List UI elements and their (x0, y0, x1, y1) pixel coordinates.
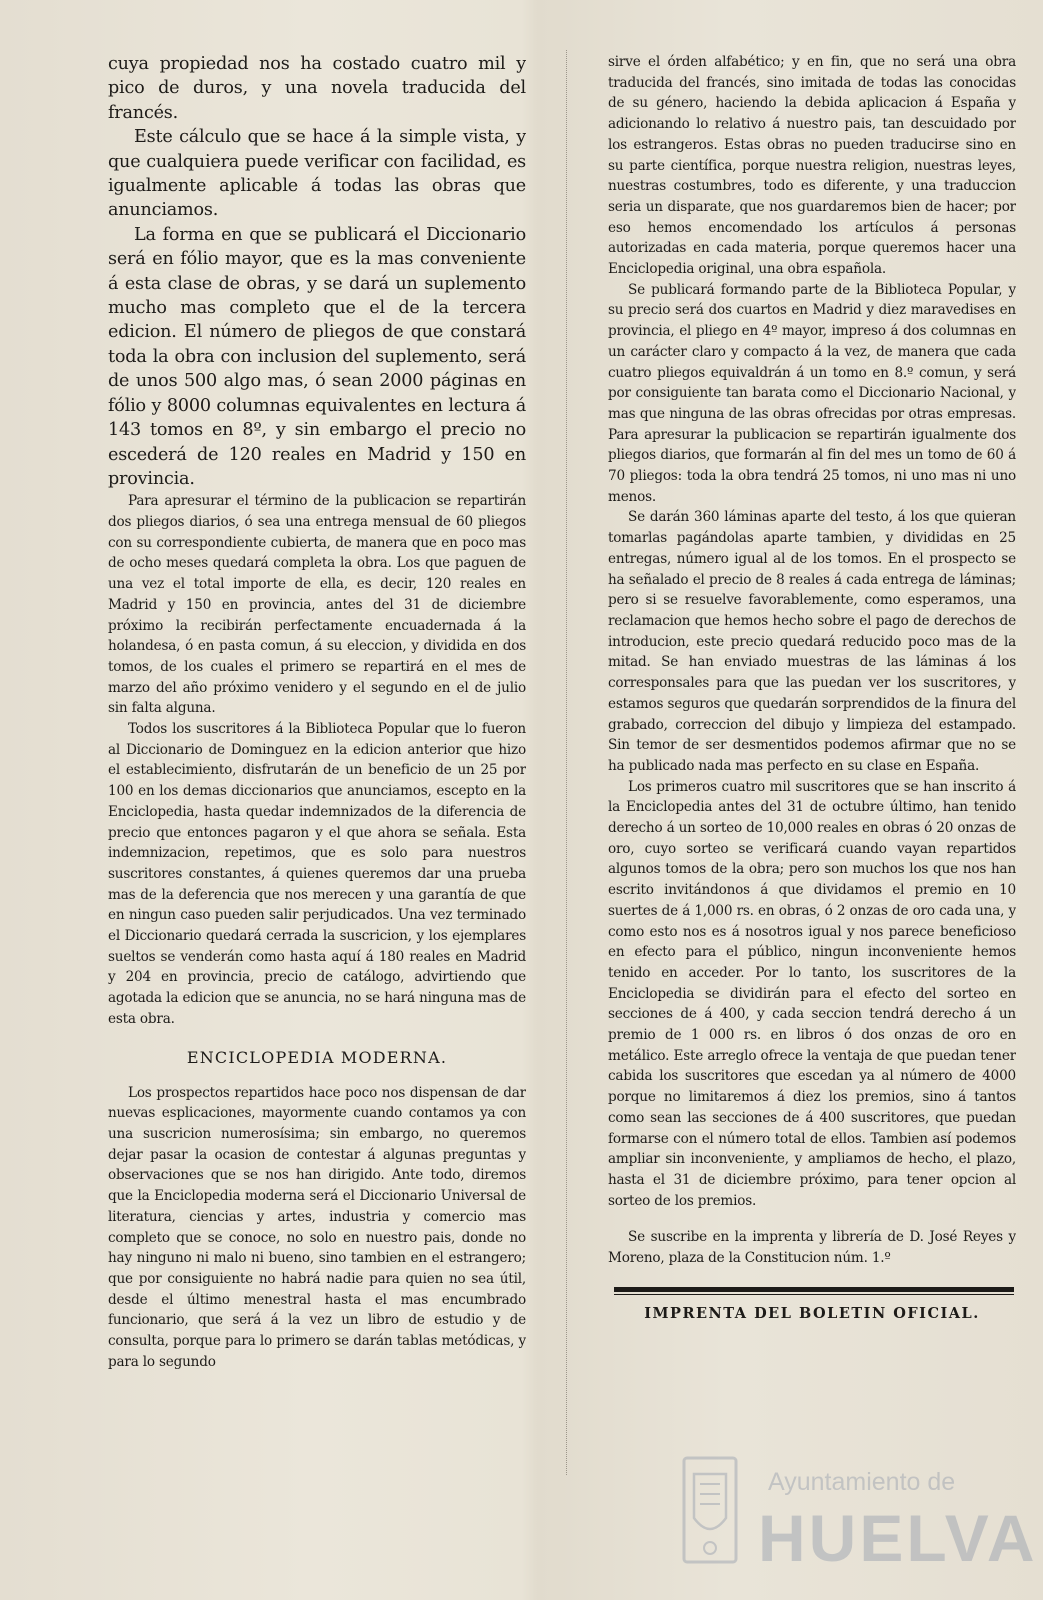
paragraph: Se darán 360 láminas aparte del testo, á los que quieran tomarlas pagándolas aparte tambien, y divididas en 25 entregas, número igual al de los tomos. En el prospecto se ha señalado el precio de 8 reales á cada entrega de láminas; pero si se resuelve favorablemente, como esperamos, una reclamacion que hemos hecho sobre el pago de derechos de introducion, este precio quedará reducido poco mas de la mitad. Se han enviado muestras de las láminas á los corresponsales para que las puedan ver los suscritores, y estamos seguros que quedarán sorprendidos de la finura del grabado, correccion del dibujo y limpieza del estampado. Sin temor de ser desmentidos podemos afirmar que no se ha publicado nada mas perfecto en su clase en España. (608, 509, 1016, 774)
large-text-block (108, 52, 526, 491)
watermark-line2: HUELVA (758, 1501, 1038, 1575)
paragraph: Los primeros cuatro mil suscritores que se han inscrito á la Enciclopedia antes del 31 de octubre último, han tenido derecho á un sorteo de 10,000 reales en obras ó 20 onzas de oro, cuyo sorteo se verificará cuando vayan repartidos algunos tomos de la obra; pero son muchos los que nos han escrito invitándonos á que dividamos el premio en 10 suertes de á 1,000 rs. en obras, ó 2 onzas de oro cada una, y como esto nos es á nosotros igual y nos parece beneficioso en efecto para el público, ningun inconveniente hemos tenido en acceder. Por lo tanto, los suscritores de la Enciclopedia se dividirán para el efecto del sorteo en secciones de á 400, y cada seccion tendrá derecho á un premio de 1 000 rs. en libros ó dos onzas de oro en metálico. Este arreglo ofrece la ventaja de que puedan tener cabida los suscritores que escedan ya al número de 4000 porque no limitaremos á diez los premios, sino á tantos como sean las secciones de á 400 suscritores, que puedan formarse con el número total de ellos. Tambien así podemos ampliar sin inconveniente, y ampliamos de hecho, el plazo, hasta el 31 de diciembre próximo, para tener opcion al sorteo de los premios. (608, 778, 1016, 1209)
small-text-block (108, 491, 526, 1029)
paragraph: Este cálculo que se hace á la simple vista, y que cualquiera puede verificar con facilidad, es igualmente aplicable á todas las obras que anunciamos. (108, 127, 526, 221)
watermark-line1: Ayuntamiento de (768, 1468, 956, 1496)
printer-imprint: IMPRENTA DEL BOLETIN OFICIAL. (644, 1304, 980, 1322)
paragraph: sirve el órden alfabético; y en fin, que no será una obra traducida del francés, sino imitada de todas las conocidas de su género, haciendo la debida aplicacion á España y adicionando lo relativo á nuestro pais, tan descuidado por los estrangeros. Estas obras no pueden traducirse sino en su parte científica, porque nuestra religion, nuestras leyes, nuestras costumbres, todo es diferente, y una traduccion seria un disparate, que nos guardaremos bien de hacer; por eso hemos encomendado los artículos á personas autorizadas en cada materia, porque queremos hacer una Enciclopedia original, una obra española. (608, 54, 1016, 278)
paragraph: Todos los suscritores á la Biblioteca Popular que lo fueron al Diccionario de Dominguez en la edicion anterior que hizo el establecimiento, disfrutarán de un beneficio de un 25 por 100 en los demas diccionarios que anunciamos, escepto en la Enciclopedia, hasta quedar indemnizados de la diferencia de precio que entonces pagaron y el que ahora se señala. Esta indemnizacion, repetimos, que es solo para nuestros suscritores constantes, á quienes queremos dar una prueba mas de la deferencia que nos merecen y una garantía de que en ningun caso pueden salir perjudicados. Una vez terminado el Diccionario quedará cerrada la suscricion, y los ejemplares sueltos se venderán como hasta aquí á 180 reales en Madrid y 204 en provincia, precio de catálogo, advirtiendo que agotada la edicion que se anuncia, no se hará ninguna mas de esta obra. (108, 721, 526, 1027)
enciclopedia-text-block (108, 1083, 526, 1373)
right-text-block (608, 52, 1016, 1269)
paragraph: cuya propiedad nos ha costado cuatro mil y pico de duros, y una novela traducida del francés. (108, 54, 526, 123)
coat-of-arms-icon (680, 1456, 740, 1566)
paragraph: Los prospectos repartidos hace poco nos dispensan de dar nuevas esplicaciones, mayormente cuando contamos ya con una suscricion numerosísima; sin embargo, no queremos dejar pasar la ocasion de contestar á algunas preguntas y observaciones que se nos han dirigido. Ante todo, diremos que la Enciclopedia moderna será el Diccionario Universal de literatura, ciencias y artes, industria y comercio mas completo que se conoce, no solo en nuestro pais, donde no hay ninguno ni malo ni bueno, sino tambien en el estrangero; que por consiguiente no habrá nadie para quien no sea útil, desde el último menestral hasta el mas encumbrado funcionario, que será á la vez un libro de estudio y de consulta, porque para lo primero se darán tablas metódicas, y para lo segundo (108, 1084, 526, 1370)
section-title: ENCICLOPEDIA MODERNA. (186, 1047, 448, 1067)
rule-thin (614, 1294, 1014, 1295)
column-divider (566, 50, 568, 1475)
right-column (608, 52, 1016, 1472)
left-column (108, 52, 526, 1472)
subscribe-note: Se suscribe en la imprenta y librería de D. José Reyes y Moreno, plaza de la Constitucion núm. 1.º (608, 1229, 1016, 1267)
rule-thick (614, 1287, 1014, 1292)
paragraph: Se publicará formando parte de la Biblioteca Popular, y su precio será dos cuartos en Madrid y diez maravedises en provincia, el pliego en 4º mayor, impreso á dos columnas en un carácter claro y compacto á la vez, de manera que cada cuatro pliegos equivaldrán á un tomo en 8.º comun, y será por consiguiente tan barata como el Diccionario Nacional, y mas que ninguna de las obras ofrecidas por otras empresas. Para apresurar la publicacion se repartirán igualmente dos pliegos diarios, que formarán al fin del mes un tomo de 60 á 70 pliegos: toda la obra tendrá 25 tomos, ni uno mas ni uno menos. (608, 281, 1016, 505)
archive-watermark (680, 1452, 1038, 1582)
double-rule (614, 1287, 1014, 1295)
paragraph: La forma en que se publicará el Diccionario será en fólio mayor, que es la mas conveniente á esta clase de obras, y se dará un suplemento mucho mas completo que el de la tercera edicion. El número de pliegos de que constará toda la obra con inclusion del suplemento, será de unos 500 algo mas, ó sean 2000 páginas en fólio y 8000 columnas equivalentes en lectura á 143 tomos en 8º, y sin embargo el precio no escederá de 120 reales en Madrid y 150 en provincia. (108, 224, 526, 489)
paragraph: Para apresurar el término de la publicacion se repartirán dos pliegos diarios, ó sea una entrega mensual de 60 pliegos con su correspondiente cubierta, de manera que en poco mas de ocho meses quedará completa la obra. Los que paguen de una vez el total importe de ella, es decir, 120 reales en Madrid y 150 en provincia, antes del 31 de diciembre próximo la recibirán perfectamente encuadernada á la holandesa, ó en pasta comun, á su eleccion, y dividida en dos tomos, de los cuales el primero se repartirá en el mes de marzo del año próximo venidero y el segundo en el de julio sin falta alguna. (108, 493, 526, 717)
